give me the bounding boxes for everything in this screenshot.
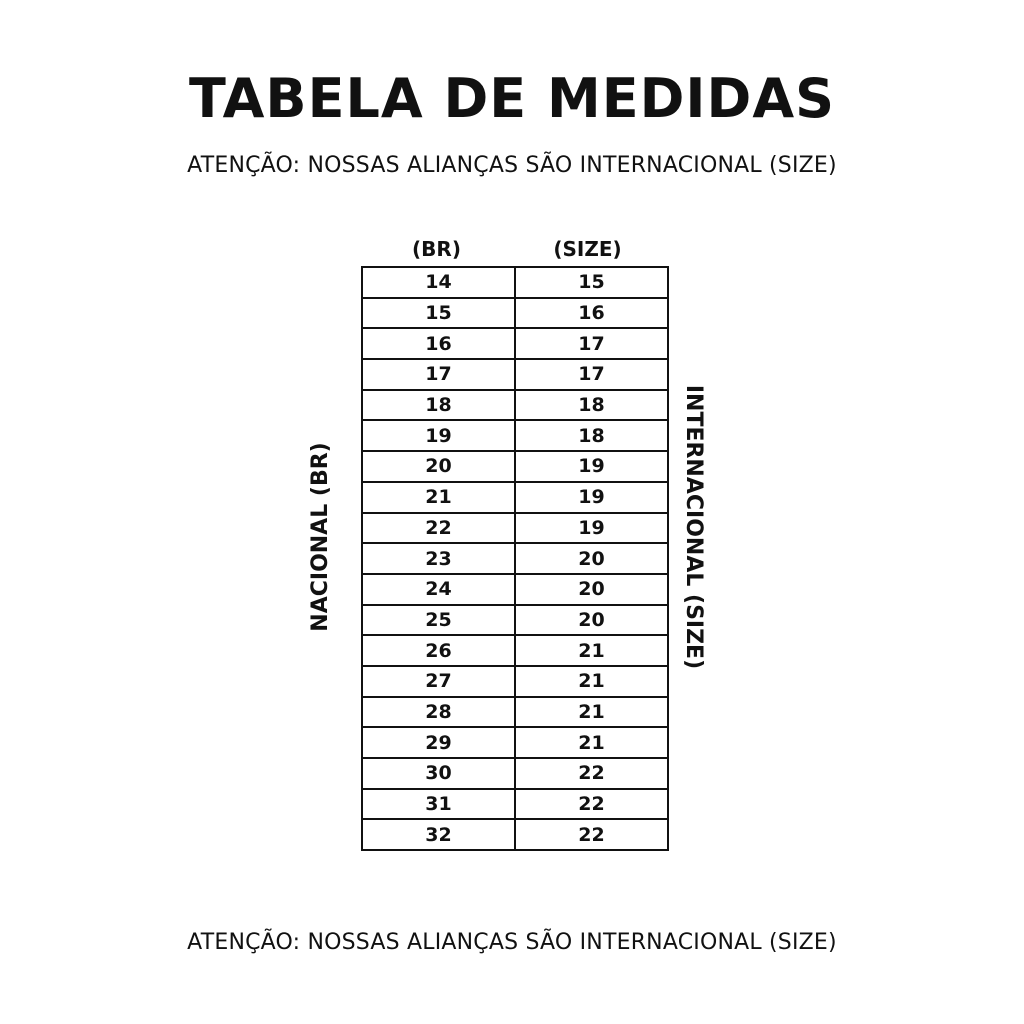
br-size-cell: 28 (362, 697, 515, 728)
international-size-cell: 19 (515, 451, 668, 482)
table-row (362, 635, 668, 666)
international-size-cell: 20 (515, 605, 668, 636)
br-size-cell: 30 (362, 758, 515, 789)
br-size-cell: 17 (362, 359, 515, 390)
international-size-cell: 22 (515, 789, 668, 820)
br-size-cell: 32 (362, 819, 515, 850)
side-label-internacional: INTERNACIONAL (SIZE) (681, 384, 706, 670)
table-row (362, 420, 668, 451)
international-size-cell: 20 (515, 574, 668, 605)
br-size-cell: 27 (362, 666, 515, 697)
table-row (362, 328, 668, 359)
table-row (362, 267, 668, 298)
table-row (362, 298, 668, 329)
br-size-cell: 20 (362, 451, 515, 482)
international-size-cell: 18 (515, 420, 668, 451)
side-label-nacional: NACIONAL (BR) (308, 442, 333, 632)
table-row (362, 513, 668, 544)
br-size-cell: 15 (362, 298, 515, 329)
international-size-cell: 22 (515, 819, 668, 850)
br-size-cell: 22 (362, 513, 515, 544)
column-header-size: (SIZE) (553, 237, 622, 261)
international-size-cell: 17 (515, 328, 668, 359)
notice-bottom: ATENÇÃO: NOSSAS ALIANÇAS SÃO INTERNACIONAL (SIZE) (187, 930, 837, 955)
international-size-cell: 18 (515, 390, 668, 421)
international-size-cell: 17 (515, 359, 668, 390)
international-size-cell: 21 (515, 666, 668, 697)
br-size-cell: 18 (362, 390, 515, 421)
international-size-cell: 16 (515, 298, 668, 329)
international-size-cell: 21 (515, 727, 668, 758)
br-size-cell: 31 (362, 789, 515, 820)
br-size-cell: 19 (362, 420, 515, 451)
table-row (362, 451, 668, 482)
international-size-cell: 21 (515, 635, 668, 666)
table-row (362, 727, 668, 758)
table-row (362, 390, 668, 421)
table-row (362, 482, 668, 513)
notice-top: ATENÇÃO: NOSSAS ALIANÇAS SÃO INTERNACIONAL (SIZE) (187, 153, 837, 178)
international-size-cell: 15 (515, 267, 668, 298)
international-size-cell: 20 (515, 543, 668, 574)
table-row (362, 666, 668, 697)
table-row (362, 758, 668, 789)
br-size-cell: 23 (362, 543, 515, 574)
international-size-cell: 22 (515, 758, 668, 789)
table-row (362, 789, 668, 820)
column-header-br: (BR) (412, 237, 461, 261)
international-size-cell: 21 (515, 697, 668, 728)
size-table-body (362, 267, 668, 850)
international-size-cell: 19 (515, 513, 668, 544)
br-size-cell: 25 (362, 605, 515, 636)
table-row (362, 543, 668, 574)
br-size-cell: 16 (362, 328, 515, 359)
table-row (362, 574, 668, 605)
international-size-cell: 19 (515, 482, 668, 513)
br-size-cell: 24 (362, 574, 515, 605)
br-size-cell: 21 (362, 482, 515, 513)
table-row (362, 819, 668, 850)
br-size-cell: 29 (362, 727, 515, 758)
br-size-cell: 26 (362, 635, 515, 666)
table-row (362, 359, 668, 390)
table-row (362, 605, 668, 636)
br-size-cell: 14 (362, 267, 515, 298)
page-title: TABELA DE MEDIDAS (188, 67, 836, 130)
size-table (361, 266, 669, 851)
table-row (362, 697, 668, 728)
